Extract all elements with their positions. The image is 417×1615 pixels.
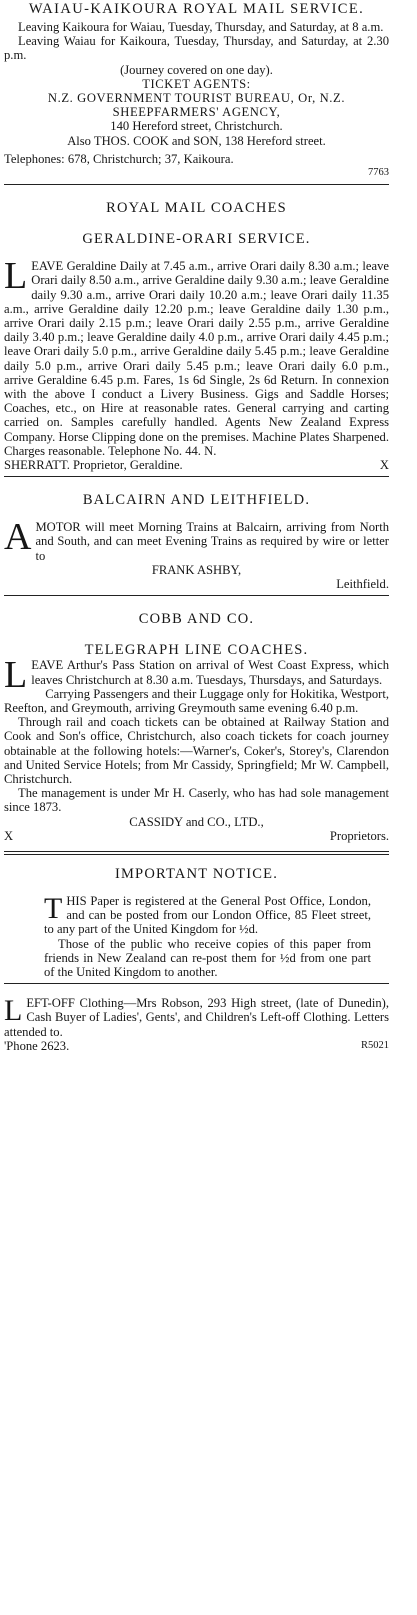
- advert-subtitle: GERALDINE-ORARI SERVICE.: [82, 231, 311, 248]
- advert-body: [4, 891, 389, 979]
- body-paragraph: Those of the public who receive copies of this paper from friends in New Zealand can re-post them for ½d from one part of the United Kingdom to another.: [44, 936, 371, 979]
- advert-body: [4, 516, 389, 563]
- advert-title: IMPORTANT NOTICE.: [114, 865, 279, 882]
- advert-title: COBB AND CO.: [138, 611, 255, 628]
- drop-cap: L: [4, 994, 23, 1028]
- important-notice: [4, 867, 389, 984]
- signature-row: [4, 829, 389, 843]
- drop-cap: T: [44, 891, 63, 925]
- x-mark: X: [4, 828, 14, 843]
- waiau-kaikoura-advert: [4, 2, 389, 185]
- telephones-line: Telephones: 678, Christchurch; 37, Kaikoura.: [4, 151, 234, 166]
- body-text: EFT-OFF Clothing—Mrs Robson, 293 High street, (late of Dunedin), Cash Buyer of Ladies', Gents', and Children's Left-off Clothing. Letters attended to.: [4, 996, 389, 1039]
- signature-row: [4, 458, 389, 472]
- phone-line: 'Phone 2623.: [4, 1038, 70, 1053]
- timetable-line: Leaving Kaikoura for Waiau, Tuesday, Thursday, and Saturday, at 8 a.m.: [18, 20, 384, 34]
- advert-title: BALCAIRN AND LEITHFIELD.: [82, 492, 311, 509]
- body-text: EAVE Geraldine Daily at 7.45 a.m., arrive Orari daily 8.30 a.m.; leave Orari daily 8.50 a.m., arrive Geraldine daily 9.30 a.m.; leave Geraldine daily 9.30 a.m., arrive Orari daily 10.20 a.m.; leave Orari daily 11.35 a.m., arrive Geraldine daily 12.20 p.m.; leave Geraldine daily 1.30 p.m., arrive Orari daily 2.15 p.m.; leave Orari daily 2.55 p.m., arrive Geraldine daily 3.40 p.m.; leave Geraldine daily 4.0 p.m., arrive Orari daily 4.45 p.m.; leave Orari daily 5.0 p.m., arrive Geraldine daily 5.45 p.m.; leave Geraldine daily 5.0 p.m., arrive Orari daily 5.45 p.m.; leave Orari daily 6.0 p.m., arrive Geraldine 6.45 p.m. Fares, 1s 6d Single, 2s 6d Return. In connexion with the above I conduct a Livery Business. Gigs and Saddle Horses; Coaches, etc., on Hire at reasonable rates. General carrying and carting carried on. Samples carefully handled. Agents New Zealand Express Company. Horse Clipping done on the premises. Machine Plates Sharpened. Charges reasonable. Telephone No. 44. N.: [4, 259, 389, 458]
- body-text: MOTOR will meet Morning Trains at Balcairn, arriving from North and South, and can meet Evening Trains as required by wire or letter to: [35, 520, 389, 563]
- left-off-clothing-advert: [4, 996, 389, 1053]
- agents-heading: TICKET AGENTS:: [142, 76, 251, 91]
- agents-line: N.Z. GOVERNMENT TOURIST BUREAU, Or, N.Z. SHEEPFARMERS' AGENCY,: [47, 91, 346, 120]
- x-mark: X: [379, 458, 389, 473]
- body-text: EAVE Arthur's Pass Station on arrival of West Coast Express, which leaves Christchurch at 8.30 a.m. Tuesdays, Thursdays, and Saturdays.: [31, 658, 389, 687]
- agents-line: 140 Hereford street, Christchurch.: [110, 119, 283, 134]
- drop-cap: L: [4, 654, 28, 697]
- advertiser-name: FRANK ASHBY,: [151, 562, 242, 577]
- advert-subtitle: TELEGRAPH LINE COACHES.: [84, 642, 309, 659]
- advert-body: [4, 996, 389, 1039]
- body-paragraph: Through rail and coach tickets can be obtained at Railway Station and Cook and Son's office, Christchurch, also coach tickets for coach journey obtainable at the following hotels:—Warner's, Coker's, Storey's, Clarendon and United Service Hotels; from Mr Cassidy, Springfield; Mr W. Campbell, Christchurch.: [4, 715, 389, 786]
- signature: SHERRATT. Proprietor, Geraldine.: [4, 458, 183, 473]
- drop-cap: A: [4, 516, 32, 559]
- newspaper-column: [4, 0, 389, 1053]
- agents-line: Also THOS. COOK and SON, 138 Hereford street.: [67, 133, 326, 148]
- advertiser-place: Leithfield.: [336, 577, 389, 592]
- balcairn-leithfield-advert: [4, 493, 389, 596]
- advert-body: [4, 255, 389, 458]
- journey-note: (Journey covered on one day).: [120, 62, 273, 77]
- proprietors-label: Proprietors.: [329, 828, 389, 843]
- footer-row: [4, 1039, 389, 1053]
- reference-number: R5021: [360, 1039, 389, 1051]
- timetable-line: Leaving Waiau for Kaikoura, Tuesday, Thursday, and Saturday, at 2.30 p.m.: [4, 34, 389, 63]
- body-paragraph: Carrying Passengers and their Luggage only for Hokitika, Westport, Reefton, and Greymouth, arriving Greymouth same evening 6.40 p.m.: [4, 686, 389, 715]
- geraldine-orari-advert: [4, 201, 389, 477]
- advert-title: WAIAU-KAIKOURA ROYAL MAIL SERVICE.: [28, 1, 365, 17]
- drop-cap: L: [4, 255, 28, 298]
- body-paragraph: The management is under Mr H. Caserly, who has had sole management since 1873.: [4, 786, 389, 815]
- advert-title: ROYAL MAIL COACHES: [106, 200, 287, 217]
- advert-body: [4, 654, 389, 697]
- cobb-and-co-advert: [4, 612, 389, 855]
- body-text: HIS Paper is registered at the General Post Office, London, and can be posted from our London Office, 85 Fleet street, to any part of the United Kingdom for ½d.: [44, 893, 371, 937]
- company-name: CASSIDY and CO., LTD.,: [129, 814, 264, 829]
- reference-number: 7763: [368, 167, 389, 179]
